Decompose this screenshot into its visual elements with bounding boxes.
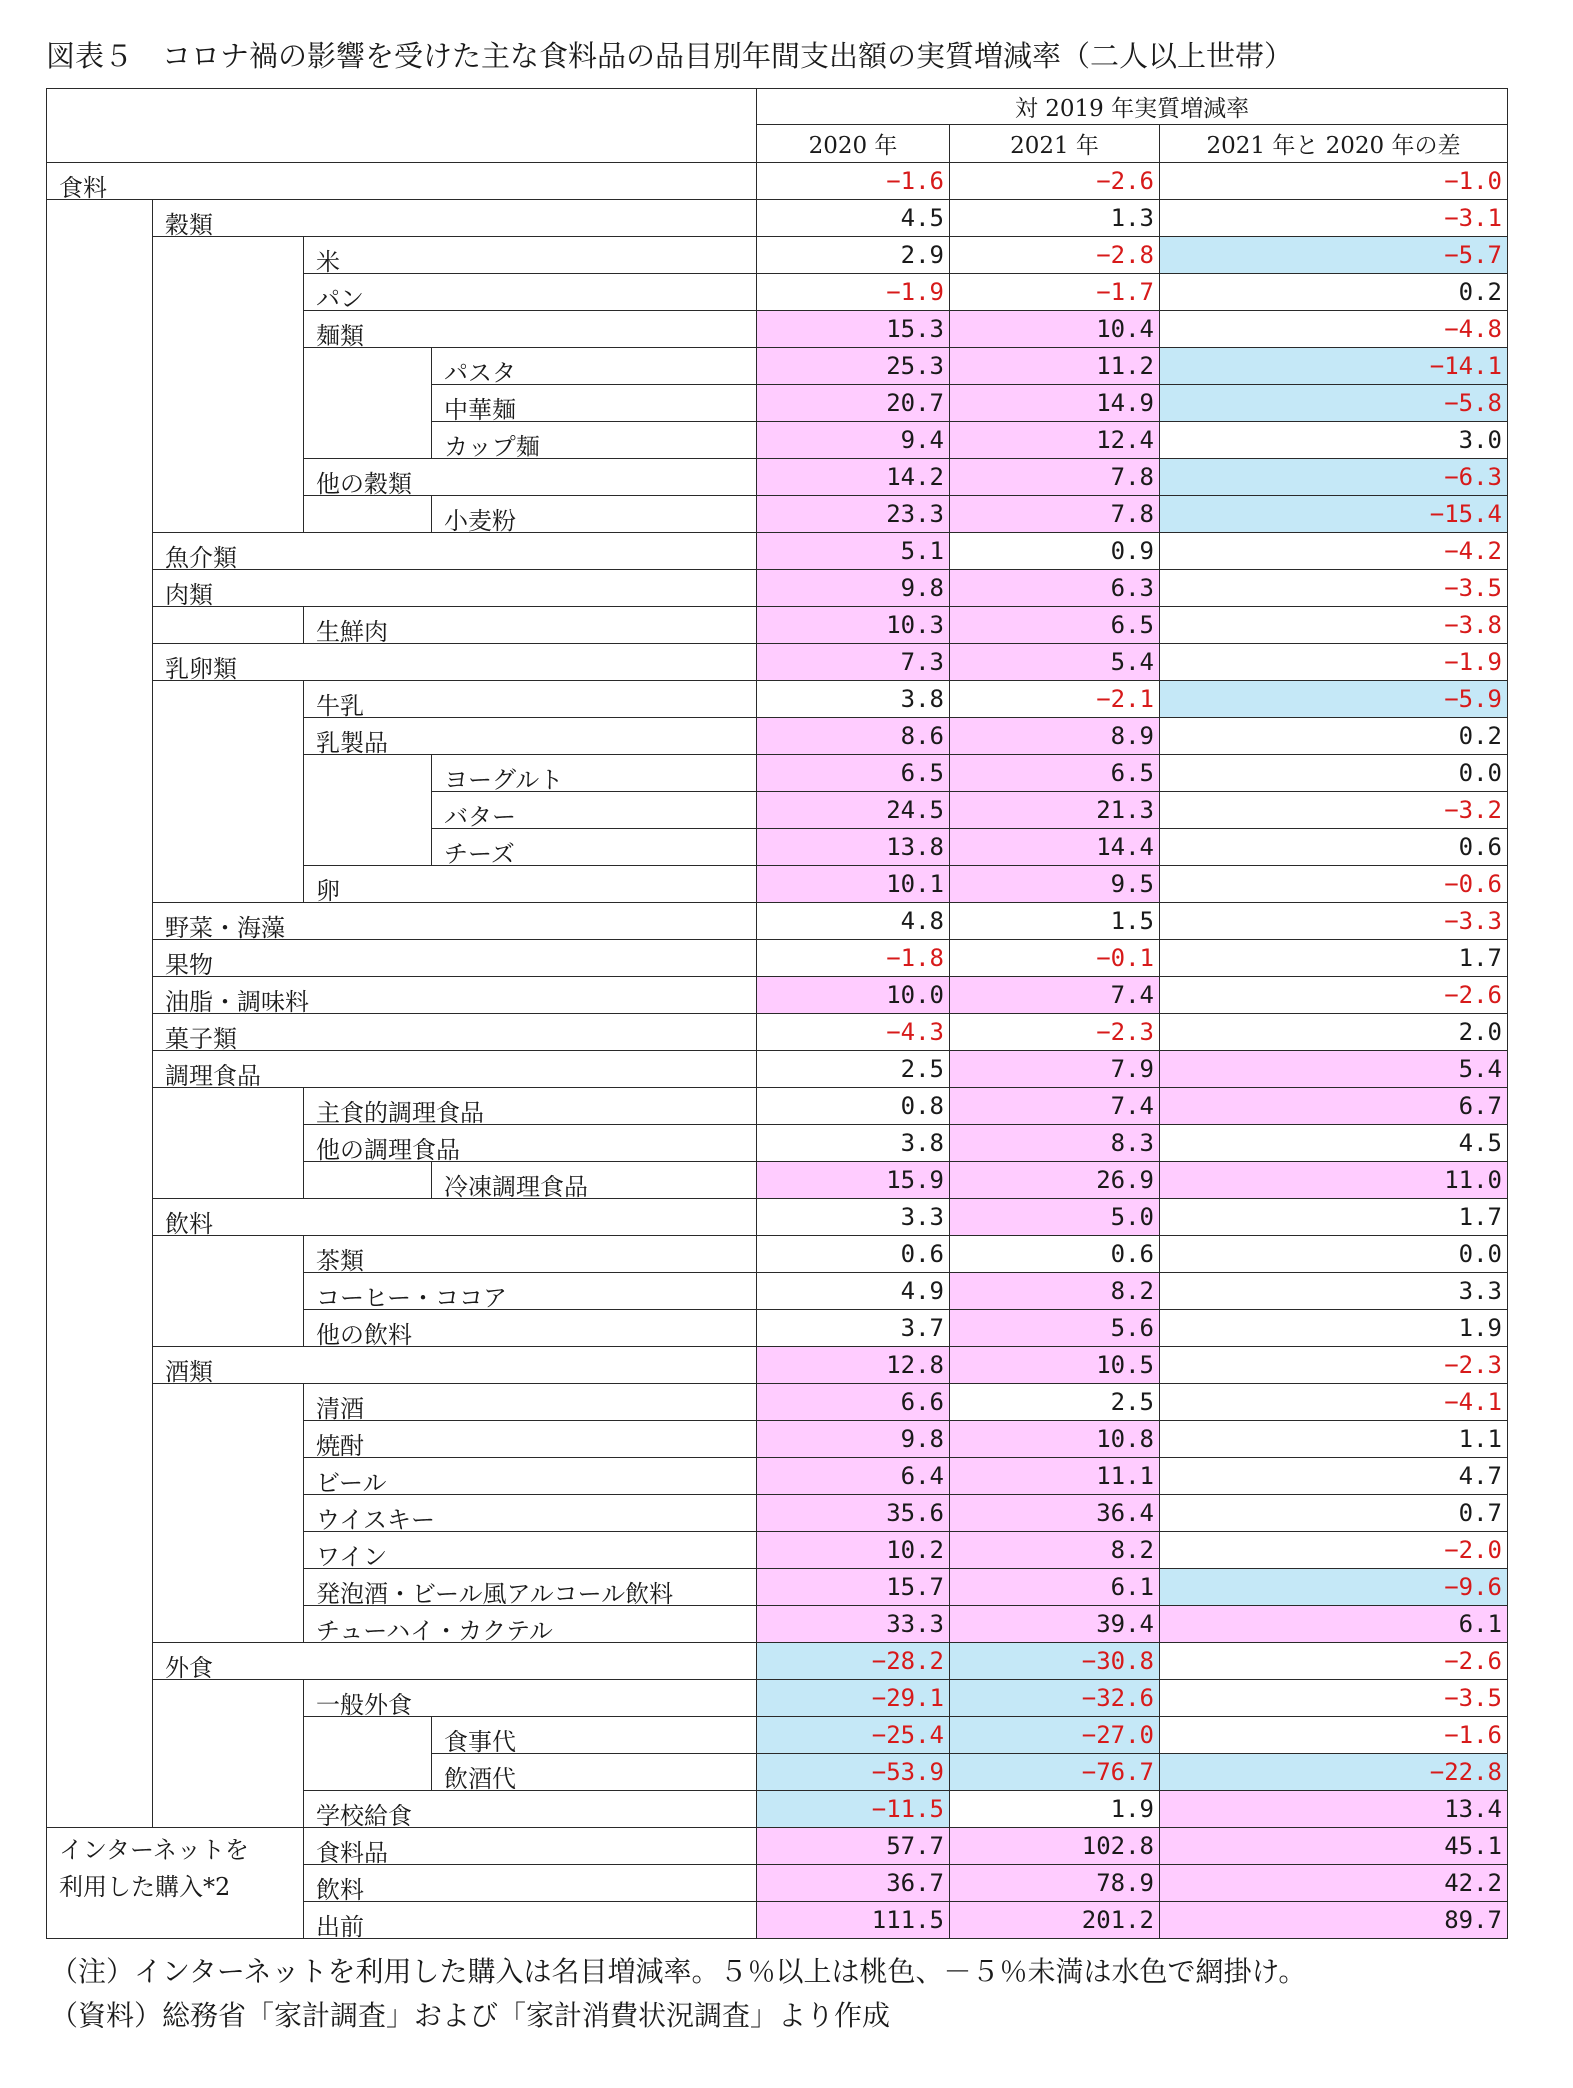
header-2020: 2020 年: [756, 124, 950, 163]
value-2021: −27.0: [949, 1716, 1160, 1754]
value-2021: 10.4: [949, 310, 1160, 348]
value-2020: 4.9: [756, 1272, 950, 1310]
value-diff: 0.7: [1159, 1494, 1508, 1532]
value-diff: −3.3: [1159, 902, 1508, 940]
value-2021: 21.3: [949, 791, 1160, 829]
header-diff: 2021 年と 2020 年の差: [1159, 124, 1508, 163]
row-label: 生鮮肉: [303, 606, 757, 644]
value-2021: 0.6: [949, 1235, 1160, 1273]
internet-row-label: 食料品: [303, 1827, 757, 1865]
value-2021: 10.5: [949, 1346, 1160, 1384]
value-2020: 35.6: [756, 1494, 950, 1532]
row-label: 米: [303, 236, 757, 274]
value-2020: 13.8: [756, 828, 950, 866]
value-diff: 1.7: [1159, 939, 1508, 977]
value-2021: 8.9: [949, 717, 1160, 755]
value-2021: −2.3: [949, 1013, 1160, 1051]
value-2021: 7.8: [949, 495, 1160, 533]
value-2021: 8.2: [949, 1531, 1160, 1569]
value-diff: 1.9: [1159, 1309, 1508, 1347]
value-2021: −32.6: [949, 1679, 1160, 1717]
row-label: パスタ: [431, 347, 757, 385]
value-2020: −1.8: [756, 939, 950, 977]
value-2021: 11.2: [949, 347, 1160, 385]
value-diff: 5.4: [1159, 1050, 1508, 1088]
value-2021: 8.3: [949, 1124, 1160, 1162]
value-2021: 7.4: [949, 1087, 1160, 1125]
value-diff: 0.0: [1159, 754, 1508, 792]
value-diff: −22.8: [1159, 1753, 1508, 1791]
value-2021: 102.8: [949, 1827, 1160, 1865]
value-diff: −3.2: [1159, 791, 1508, 829]
value-2021: 1.5: [949, 902, 1160, 940]
value-diff: −4.1: [1159, 1383, 1508, 1421]
row-label: 主食的調理食品: [303, 1087, 757, 1125]
value-diff: −4.2: [1159, 532, 1508, 570]
value-diff: 3.3: [1159, 1272, 1508, 1310]
value-diff: −9.6: [1159, 1568, 1508, 1606]
value-2020: 8.6: [756, 717, 950, 755]
row-label: 食事代: [431, 1716, 757, 1754]
source-text: （資料）総務省「家計調査」および「家計消費状況調査」より作成: [50, 1999, 891, 2032]
value-2020: 15.9: [756, 1161, 950, 1199]
value-2021: −1.7: [949, 273, 1160, 311]
value-diff: −6.3: [1159, 458, 1508, 496]
row-label: 焼酎: [303, 1420, 757, 1458]
value-2021: 14.4: [949, 828, 1160, 866]
value-2020: 4.8: [756, 902, 950, 940]
row-label: 飲料: [152, 1198, 757, 1236]
value-diff: 45.1: [1159, 1827, 1508, 1865]
value-2021: 0.9: [949, 532, 1160, 570]
value-diff: −1.6: [1159, 1716, 1508, 1754]
row-label: 野菜・海藻: [152, 902, 757, 940]
value-diff: 6.7: [1159, 1087, 1508, 1125]
value-diff: 2.0: [1159, 1013, 1508, 1051]
value-diff: 4.7: [1159, 1457, 1508, 1495]
value-2021: −2.6: [949, 162, 1160, 200]
row-label: チーズ: [431, 828, 757, 866]
row-label: 学校給食: [303, 1790, 757, 1828]
value-2021: 7.8: [949, 458, 1160, 496]
row-label: 肉類: [152, 569, 757, 607]
value-2021: 6.1: [949, 1568, 1160, 1606]
value-2020: 7.3: [756, 643, 950, 681]
internet-row-label: 飲料: [303, 1864, 757, 1902]
value-2021: 1.3: [949, 199, 1160, 237]
value-2020: 24.5: [756, 791, 950, 829]
value-2021: −76.7: [949, 1753, 1160, 1791]
value-diff: 0.0: [1159, 1235, 1508, 1273]
row-label: 食料: [46, 162, 757, 200]
value-2021: 2.5: [949, 1383, 1160, 1421]
value-diff: −3.5: [1159, 1679, 1508, 1717]
value-2020: 15.7: [756, 1568, 950, 1606]
row-label: カップ麺: [431, 421, 757, 459]
value-2020: 23.3: [756, 495, 950, 533]
indent-block: [152, 643, 304, 903]
value-2021: 26.9: [949, 1161, 1160, 1199]
value-diff: −5.8: [1159, 384, 1508, 422]
value-diff: −5.9: [1159, 680, 1508, 718]
value-diff: −4.8: [1159, 310, 1508, 348]
value-diff: −1.9: [1159, 643, 1508, 681]
value-2020: 4.5: [756, 199, 950, 237]
value-2021: 8.2: [949, 1272, 1160, 1310]
row-label: ビール: [303, 1457, 757, 1495]
row-label: 魚介類: [152, 532, 757, 570]
value-2020: 10.1: [756, 865, 950, 903]
internet-label-line1: インターネットを: [59, 1836, 249, 1864]
value-2020: −11.5: [756, 1790, 950, 1828]
row-label: 油脂・調味料: [152, 976, 757, 1014]
value-diff: 4.5: [1159, 1124, 1508, 1162]
row-label: 麺類: [303, 310, 757, 348]
row-label: 中華麺: [431, 384, 757, 422]
value-2020: 15.3: [756, 310, 950, 348]
value-diff: 6.1: [1159, 1605, 1508, 1643]
row-label: パン: [303, 273, 757, 311]
value-2021: 10.8: [949, 1420, 1160, 1458]
value-2020: 2.5: [756, 1050, 950, 1088]
value-2020: 9.4: [756, 421, 950, 459]
value-2020: 2.9: [756, 236, 950, 274]
value-2020: 10.2: [756, 1531, 950, 1569]
value-diff: −2.6: [1159, 976, 1508, 1014]
row-label: 乳製品: [303, 717, 757, 755]
row-label: ヨーグルト: [431, 754, 757, 792]
row-label: コーヒー・ココア: [303, 1272, 757, 1310]
value-2020: −25.4: [756, 1716, 950, 1754]
value-2021: 36.4: [949, 1494, 1160, 1532]
value-2021: 6.5: [949, 754, 1160, 792]
value-2021: 6.5: [949, 606, 1160, 644]
value-2020: −28.2: [756, 1642, 950, 1680]
header-blank: [46, 88, 757, 163]
value-diff: −2.6: [1159, 1642, 1508, 1680]
row-label: バター: [431, 791, 757, 829]
value-2020: 3.7: [756, 1309, 950, 1347]
value-2020: 5.1: [756, 532, 950, 570]
value-2020: −4.3: [756, 1013, 950, 1051]
indent-block: [46, 162, 153, 1828]
header-group: 対 2019 年実質増減率: [756, 88, 1508, 125]
value-2020: 0.6: [756, 1235, 950, 1273]
value-diff: 89.7: [1159, 1901, 1508, 1939]
value-diff: −3.5: [1159, 569, 1508, 607]
value-diff: 0.2: [1159, 717, 1508, 755]
value-2020: −1.6: [756, 162, 950, 200]
value-2021: −0.1: [949, 939, 1160, 977]
value-2020: 25.3: [756, 347, 950, 385]
row-label: 菓子類: [152, 1013, 757, 1051]
row-label: 調理食品: [152, 1050, 757, 1088]
value-2020: 33.3: [756, 1605, 950, 1643]
value-diff: −1.0: [1159, 162, 1508, 200]
value-2020: 20.7: [756, 384, 950, 422]
row-label: 外食: [152, 1642, 757, 1680]
value-diff: 1.7: [1159, 1198, 1508, 1236]
value-2021: −2.1: [949, 680, 1160, 718]
value-diff: 1.1: [1159, 1420, 1508, 1458]
value-2021: 11.1: [949, 1457, 1160, 1495]
value-2020: 9.8: [756, 1420, 950, 1458]
value-2021: 5.6: [949, 1309, 1160, 1347]
value-2020: 10.3: [756, 606, 950, 644]
value-diff: −3.1: [1159, 199, 1508, 237]
row-label: 小麦粉: [431, 495, 757, 533]
value-diff: 42.2: [1159, 1864, 1508, 1902]
value-2020: −53.9: [756, 1753, 950, 1791]
value-diff: 3.0: [1159, 421, 1508, 459]
value-2020: −29.1: [756, 1679, 950, 1717]
indent-block: [152, 1346, 304, 1643]
value-2021: 1.9: [949, 1790, 1160, 1828]
value-2020: 10.0: [756, 976, 950, 1014]
row-label: 他の飲料: [303, 1309, 757, 1347]
value-diff: 0.2: [1159, 273, 1508, 311]
value-2020: 57.7: [756, 1827, 950, 1865]
indent-block: [152, 199, 304, 533]
value-2021: −2.8: [949, 236, 1160, 274]
value-2021: 12.4: [949, 421, 1160, 459]
value-diff: −3.8: [1159, 606, 1508, 644]
value-2021: 9.5: [949, 865, 1160, 903]
value-diff: −2.0: [1159, 1531, 1508, 1569]
value-2020: 9.8: [756, 569, 950, 607]
value-2021: 78.9: [949, 1864, 1160, 1902]
value-2020: 0.8: [756, 1087, 950, 1125]
row-label: 発泡酒・ビール風アルコール飲料: [303, 1568, 757, 1606]
row-label: 果物: [152, 939, 757, 977]
value-diff: −2.3: [1159, 1346, 1508, 1384]
value-2021: 14.9: [949, 384, 1160, 422]
value-2020: 6.6: [756, 1383, 950, 1421]
row-label: 一般外食: [303, 1679, 757, 1717]
row-label: 牛乳: [303, 680, 757, 718]
value-diff: −0.6: [1159, 865, 1508, 903]
header-2021: 2021 年: [949, 124, 1160, 163]
value-2021: 6.3: [949, 569, 1160, 607]
value-2021: −30.8: [949, 1642, 1160, 1680]
value-diff: −14.1: [1159, 347, 1508, 385]
row-label: ウイスキー: [303, 1494, 757, 1532]
value-2020: 6.5: [756, 754, 950, 792]
value-2021: 5.4: [949, 643, 1160, 681]
row-label: 茶類: [303, 1235, 757, 1273]
value-2021: 5.0: [949, 1198, 1160, 1236]
value-2020: 36.7: [756, 1864, 950, 1902]
value-diff: −15.4: [1159, 495, 1508, 533]
row-label: 飲酒代: [431, 1753, 757, 1791]
value-2020: 14.2: [756, 458, 950, 496]
value-2021: 39.4: [949, 1605, 1160, 1643]
row-label: ワイン: [303, 1531, 757, 1569]
row-label: 他の調理食品: [303, 1124, 757, 1162]
row-label: 卵: [303, 865, 757, 903]
row-label: 酒類: [152, 1346, 757, 1384]
value-diff: 0.6: [1159, 828, 1508, 866]
value-2021: 7.4: [949, 976, 1160, 1014]
row-label: 乳卵類: [152, 643, 757, 681]
page-title: 図表５ コロナ禍の影響を受けた主な食料品の品目別年間支出額の実質増減率（二人以上世帯）: [46, 39, 1294, 73]
note-text: （注）インターネットを利用した購入は名目増減率。５％以上は桃色、－５％未満は水色で網掛け。: [50, 1955, 1307, 1988]
value-2020: 111.5: [756, 1901, 950, 1939]
row-label: 他の穀類: [303, 458, 757, 496]
row-label: 穀類: [152, 199, 757, 237]
value-2020: 12.8: [756, 1346, 950, 1384]
internet-group-label: [46, 1827, 304, 1939]
row-label: 冷凍調理食品: [431, 1161, 757, 1199]
row-label: 清酒: [303, 1383, 757, 1421]
internet-label-line2: 利用した購入*2: [59, 1873, 231, 1901]
value-diff: 11.0: [1159, 1161, 1508, 1199]
value-2020: 6.4: [756, 1457, 950, 1495]
value-2020: −1.9: [756, 273, 950, 311]
internet-row-label: 出前: [303, 1901, 757, 1939]
value-2020: 3.8: [756, 680, 950, 718]
value-2020: 3.3: [756, 1198, 950, 1236]
value-2021: 201.2: [949, 1901, 1160, 1939]
value-2020: 3.8: [756, 1124, 950, 1162]
value-diff: −5.7: [1159, 236, 1508, 274]
value-diff: 13.4: [1159, 1790, 1508, 1828]
value-2021: 7.9: [949, 1050, 1160, 1088]
row-label: チューハイ・カクテル: [303, 1605, 757, 1643]
